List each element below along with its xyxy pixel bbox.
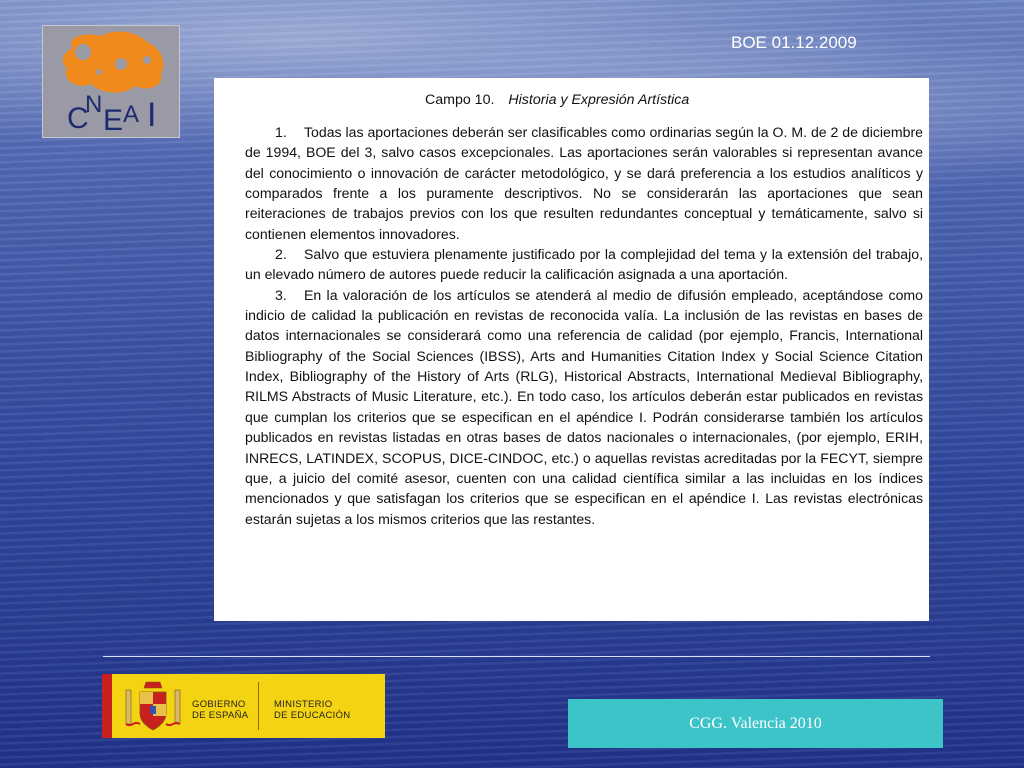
event-label: CGG. Valencia 2010 bbox=[568, 699, 943, 748]
paragraph-text: Todas las aportaciones deberán ser clasificables como ordinarias según la O. M. de 2 de diciembre de 1994, BOE del 3, salvo casos excepcionales. Las aportaciones serán valorables si representan avance del conocimiento o innovación de carácter metodológico, y se dará preferencia a los estudios analíticos y comparados frente a los puramente descriptivos. No se considerarán las aportaciones que sean reiteraciones de trabajos previos con los que resulten redundantes conceptual y temáticamente, salvo si contienen elementos innovadores. bbox=[245, 124, 923, 242]
footer-divider bbox=[103, 656, 930, 657]
gobierno-text bbox=[192, 699, 248, 721]
document-title bbox=[425, 92, 923, 108]
field-number: Campo 10. bbox=[425, 92, 495, 108]
ministry-line-2: DE EDUCACIÓN bbox=[274, 710, 351, 721]
paragraph-text: Salvo que estuviera plenamente justificado por la complejidad del tema y la extensión del trabajo, un elevado número de autores puede reducir la calificación asignada a una aportación. bbox=[245, 246, 923, 283]
svg-text:I: I bbox=[147, 96, 157, 134]
paragraph-number: 3. bbox=[275, 286, 287, 303]
document-page bbox=[214, 78, 929, 621]
paragraph-text: En la valoración de los artículos se atenderá al medio de difusión empleado, aceptándose como indicio de calidad la publicación en revistas de reconocida valía. La inclusión de las revistas en bases de datos internacionales se considerará como una referencia de calidad (por ejemplo, Francis, International Bibliography of the Social Sciences (IBSS), Arts and Humanities Citation Index y Social Science Citation Index, Bibliography of the History of Arts (RLG), Historical Abstracts, International Medieval Bibliography, RILMS Abstracts of Music Literature, etc.). En todo caso, los artículos deberán estar publicados en revistas que cumplan los criterios que se especifican en el apéndice I. Podrán considerarse también los artículos publicados en revistas listadas en otras bases de datos nacionales o internacionales, (por ejemplo, ERIH, INRECS, LATINDEX, SCOPUS, DICE-CINDOC, etc.) o aquellas revistas acreditadas por la FECYT, siempre que, a juicio del comité asesor, cuenten con una calidad científica similar a las incluidas en los índices mencionados y que satisfagan los criterios que se especifican en el apéndice I. Las revistas electrónicas estarán sujetas a los mismos criterios que las restantes. bbox=[245, 286, 923, 527]
svg-text:A: A bbox=[123, 101, 140, 128]
paragraph-number: 2. bbox=[275, 246, 287, 263]
spain-coat-of-arms-icon bbox=[122, 680, 184, 737]
field-subject: Historia y Expresión Artística bbox=[508, 92, 690, 108]
flag-stripe bbox=[102, 674, 112, 738]
gov-line-1: GOBIERNO bbox=[192, 699, 246, 710]
cneai-logo bbox=[42, 25, 180, 138]
cneai-logo-icon bbox=[43, 26, 179, 137]
ministerio-text bbox=[274, 699, 350, 721]
ministry-line-1: MINISTERIO bbox=[274, 699, 333, 710]
gov-line-2: DE ESPAÑA bbox=[192, 710, 249, 721]
gobierno-espana-logo bbox=[102, 674, 385, 738]
svg-text:E: E bbox=[103, 104, 124, 137]
paragraph-2 bbox=[245, 244, 923, 285]
paragraph-3 bbox=[245, 285, 923, 529]
boe-date: BOE 01.12.2009 bbox=[731, 33, 857, 52]
svg-text:C: C bbox=[67, 102, 89, 135]
paragraph-number: 1. bbox=[275, 124, 287, 140]
logo-separator bbox=[258, 682, 259, 730]
svg-text:N: N bbox=[85, 91, 103, 118]
paragraph-1 bbox=[245, 122, 923, 244]
